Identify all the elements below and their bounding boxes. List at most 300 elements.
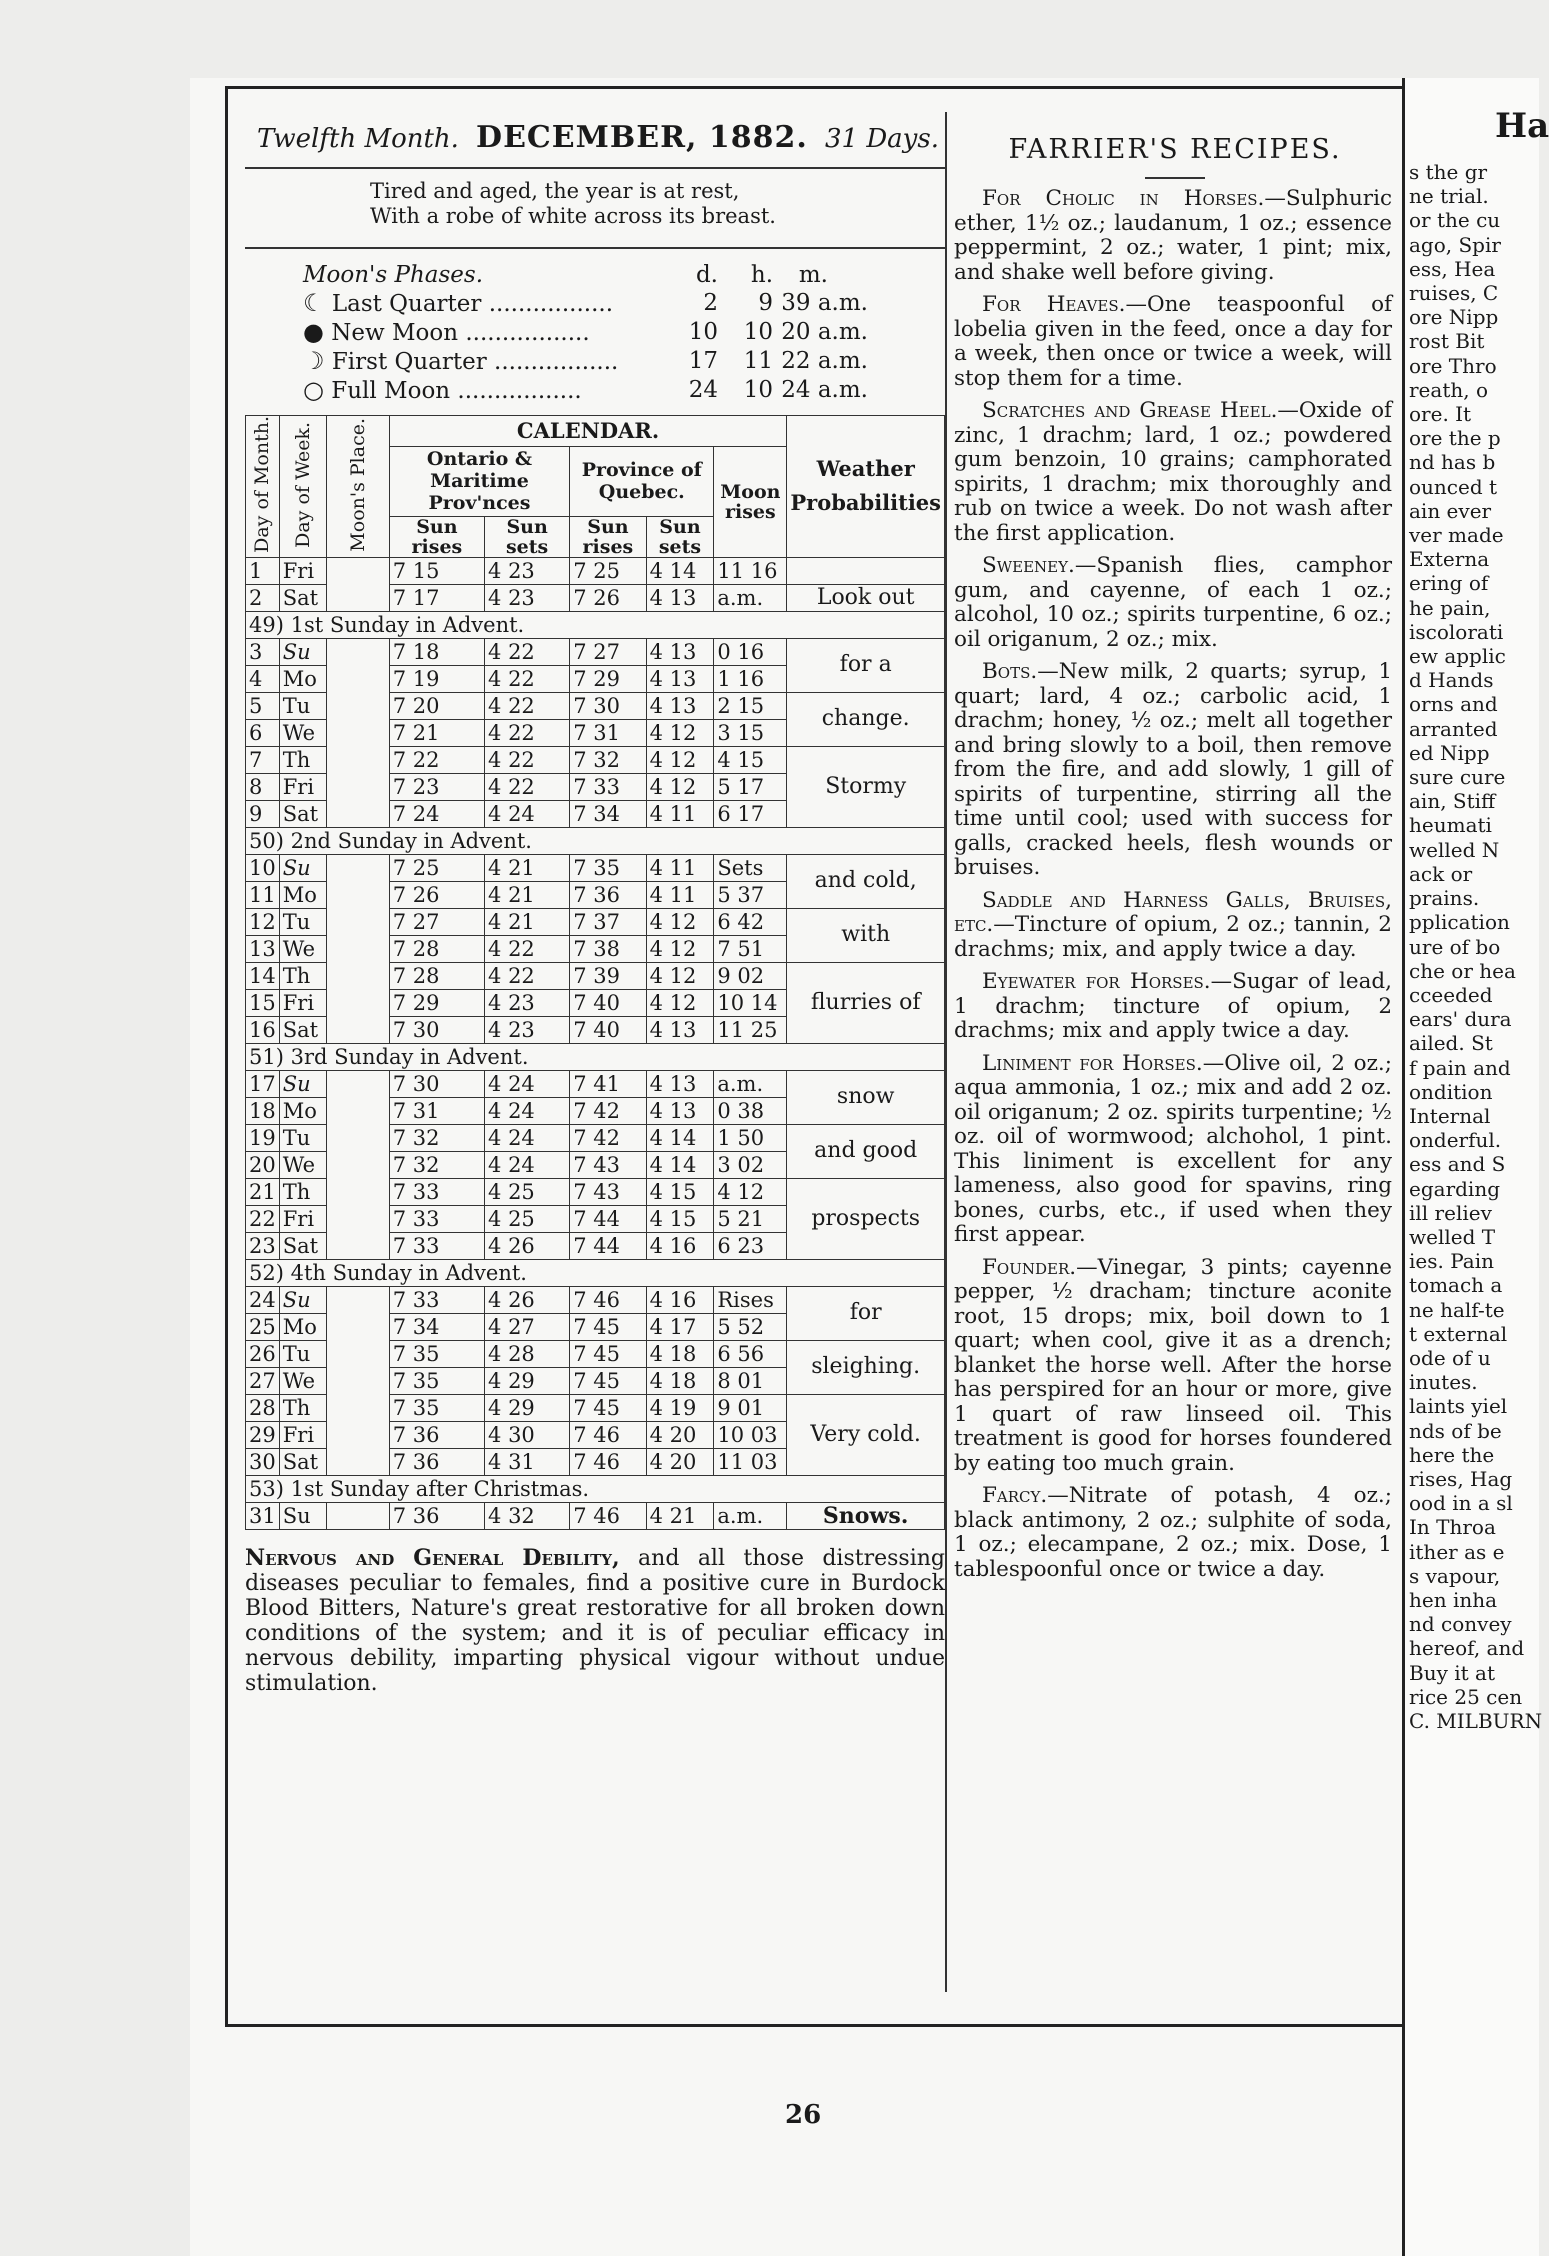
calendar-cell: 4 32 — [485, 1502, 570, 1529]
next-page-line: hereof, and — [1409, 1636, 1525, 1661]
calendar-cell: Mo — [279, 1097, 326, 1124]
recipe — [954, 187, 1392, 285]
calendar-cell: 4 22 — [485, 638, 570, 665]
calendar-cell: 4 12 — [646, 719, 714, 746]
calendar-cell: We — [279, 1151, 326, 1178]
calendar-cell: 19 — [246, 1124, 280, 1151]
moon-place-cell — [326, 557, 389, 611]
calendar-cell: 0 16 — [714, 638, 787, 665]
calendar-cell: 4 20 — [646, 1448, 714, 1475]
calendar-cell: 4 13 — [646, 638, 714, 665]
calendar-cell: 5 21 — [714, 1205, 787, 1232]
moon-phase-h: 10 — [743, 377, 773, 403]
h-quebec: Province of Quebec. — [570, 447, 714, 517]
title-rule — [1145, 177, 1205, 179]
calendar-cell: 6 — [246, 719, 280, 746]
recipe-body: —Nitrate of potash, 4 oz.; black antimony, 2 oz.; sulphite of soda, 1 oz.; elecampane, 2 oz.; mix. Dose, 1 tablespoonful once or twice a day. — [954, 1483, 1392, 1582]
calendar-cell: 4 27 — [485, 1313, 570, 1340]
calendar-cell: 7 34 — [570, 800, 646, 827]
calendar-cell: 14 — [246, 962, 280, 989]
calendar-cell: 7 32 — [389, 1124, 484, 1151]
calendar-cell: 9 02 — [714, 962, 787, 989]
moon-place-cell — [326, 854, 389, 1043]
calendar-row — [246, 1070, 945, 1097]
recipe-heading: Saddle and Harness Galls, Bruises, etc. — [954, 887, 1392, 937]
advertisement — [245, 1546, 945, 1696]
calendar-cell: Sat — [279, 1448, 326, 1475]
calendar-cell: 7 31 — [389, 1097, 484, 1124]
calendar-cell: 7 — [246, 746, 280, 773]
calendar-cell: 4 15 — [714, 746, 787, 773]
calendar-cell: 11 16 — [714, 557, 787, 584]
next-page-line: inutes. — [1409, 1370, 1478, 1395]
recipe — [954, 970, 1392, 1044]
calendar-cell: 4 13 — [646, 1016, 714, 1043]
weather-cell: Very cold. — [787, 1394, 945, 1475]
moon-phase-row: ○ Full Moon ................. 24 10 24 a.m. — [303, 376, 868, 404]
next-page-line: C. MILBURN — [1409, 1709, 1543, 1733]
calendar-row — [246, 1286, 945, 1313]
calendar-cell: 7 32 — [389, 1151, 484, 1178]
calendar-cell: 4 21 — [485, 908, 570, 935]
calendar-cell: 4 15 — [646, 1178, 714, 1205]
moon-phase-h: 9 — [758, 290, 773, 316]
next-page-line: ood in a sl — [1409, 1491, 1513, 1516]
calendar-cell: 7 17 — [389, 584, 484, 611]
recipe-body: —Sugar of lead, 1 drachm; tincture of opium, 2 drachms; mix and apply twice a day. — [954, 969, 1392, 1043]
calendar-cell: 4 12 — [646, 962, 714, 989]
next-page-line: rice 25 cen — [1409, 1684, 1523, 1709]
calendar-cell: 7 20 — [389, 692, 484, 719]
calendar-cell: 7 36 — [389, 1502, 484, 1529]
calendar-cell: 7 46 — [570, 1421, 646, 1448]
calendar-cell: 4 11 — [646, 800, 714, 827]
calendar-cell: 26 — [246, 1340, 280, 1367]
calendar-cell: 7 46 — [570, 1448, 646, 1475]
calendar-cell: Su — [279, 1286, 326, 1313]
next-page-heading: Ha — [1495, 106, 1549, 146]
calendar-cell: 27 — [246, 1367, 280, 1394]
calendar-cell: Tu — [279, 692, 326, 719]
calendar-row — [246, 854, 945, 881]
calendar-cell: 4 18 — [646, 1367, 714, 1394]
calendar-cell: 4 24 — [485, 800, 570, 827]
next-page-line: ore the p — [1409, 426, 1501, 451]
calendar-cell: 4 16 — [646, 1286, 714, 1313]
calendar-cell: 7 45 — [570, 1340, 646, 1367]
next-page-line: s vapour, — [1409, 1563, 1501, 1588]
calendar-heading: CALENDAR. — [389, 416, 787, 447]
next-page-line: rises, Hag — [1409, 1466, 1513, 1491]
calendar-cell: 7 35 — [389, 1367, 484, 1394]
recipes-title: FARRIER'S RECIPES. — [1008, 134, 1342, 165]
calendar-cell: 7 31 — [570, 719, 646, 746]
next-page-line: Externa — [1409, 547, 1490, 572]
calendar-cell: 7 43 — [570, 1151, 646, 1178]
moon-phase-icon: ☾ — [303, 289, 325, 317]
calendar-cell: 21 — [246, 1178, 280, 1205]
next-page-line: ver made — [1409, 523, 1504, 548]
next-page-line: cceeded — [1409, 982, 1493, 1007]
sunday-row — [246, 1259, 945, 1286]
calendar-cell: 23 — [246, 1232, 280, 1259]
next-page-line: ode of u — [1409, 1345, 1491, 1370]
weather-cell: Look out — [787, 584, 945, 611]
calendar-cell: 4 22 — [485, 719, 570, 746]
calendar-cell: Tu — [279, 1124, 326, 1151]
next-page-line: f pain and — [1409, 1055, 1511, 1080]
calendar-cell: 31 — [246, 1502, 280, 1529]
next-page-line: In Throa — [1409, 1515, 1496, 1540]
calendar-cell: Fri — [279, 989, 326, 1016]
col-m: m. — [798, 262, 828, 288]
calendar-cell: 7 15 — [389, 557, 484, 584]
next-page-line: nd has b — [1409, 450, 1496, 475]
calendar-cell: 13 — [246, 935, 280, 962]
calendar-cell: 4 21 — [485, 854, 570, 881]
calendar-cell: 4 19 — [646, 1394, 714, 1421]
calendar-cell: 4 11 — [646, 881, 714, 908]
sunday-row — [246, 611, 945, 638]
calendar-cell: 16 — [246, 1016, 280, 1043]
calendar-cell: 4 — [246, 665, 280, 692]
calendar-cell: 4 12 — [714, 1178, 787, 1205]
calendar-cell: a.m. — [714, 1070, 787, 1097]
next-page-line: ess, Hea — [1409, 256, 1496, 281]
calendar-cell: 4 12 — [646, 773, 714, 800]
moon-phase-d: 17 — [688, 348, 718, 374]
calendar-cell: 4 29 — [485, 1367, 570, 1394]
calendar-cell: 7 22 — [389, 746, 484, 773]
next-page-line: rost Bit — [1409, 329, 1485, 354]
next-page-line: tomach a — [1409, 1273, 1503, 1298]
next-page-line: ain ever — [1409, 498, 1492, 523]
calendar-cell: 5 37 — [714, 881, 787, 908]
moon-phase-icon: ☽ — [303, 347, 325, 375]
calendar-cell: 7 19 — [389, 665, 484, 692]
calendar-row — [246, 638, 945, 665]
next-page-line: iscolorati — [1409, 619, 1504, 644]
calendar-cell: 7 44 — [570, 1232, 646, 1259]
calendar-cell: 1 — [246, 557, 280, 584]
moon-place-cell — [326, 1502, 389, 1529]
calendar-cell: 11 — [246, 881, 280, 908]
calendar-cell: 7 33 — [389, 1286, 484, 1313]
h-sun-rises: Sun rises — [570, 516, 646, 557]
next-page-line: ne trial. — [1409, 184, 1489, 209]
next-page-line: welled T — [1409, 1224, 1496, 1249]
next-page-line: arranted — [1409, 716, 1498, 741]
calendar-cell: 10 03 — [714, 1421, 787, 1448]
calendar-cell: 5 17 — [714, 773, 787, 800]
next-page-edge — [1402, 78, 1549, 2256]
weather-cell: sleighing. — [787, 1340, 945, 1394]
next-page-line: ore. It — [1409, 402, 1472, 427]
calendar-cell: 7 36 — [389, 1421, 484, 1448]
next-page-line: ess and S — [1409, 1152, 1506, 1177]
moon-phase-h: 10 — [743, 319, 773, 345]
calendar-cell: 28 — [246, 1394, 280, 1421]
calendar-cell: 5 52 — [714, 1313, 787, 1340]
next-page-line: ither as e — [1409, 1539, 1505, 1564]
calendar-cell: We — [279, 719, 326, 746]
col-h: h. — [750, 262, 773, 288]
calendar-cell: 18 — [246, 1097, 280, 1124]
calendar-cell: 2 15 — [714, 692, 787, 719]
calendar-cell: 7 27 — [389, 908, 484, 935]
next-page-line: Internal — [1409, 1103, 1491, 1128]
next-page-line: egarding — [1409, 1176, 1501, 1201]
calendar-cell: 4 25 — [485, 1178, 570, 1205]
calendar-cell: Sat — [279, 1016, 326, 1043]
calendar-cell: We — [279, 1367, 326, 1394]
calendar-cell: 7 25 — [389, 854, 484, 881]
weather-cell: with — [787, 908, 945, 962]
calendar-cell: 4 25 — [485, 1205, 570, 1232]
calendar-cell: 7 42 — [570, 1124, 646, 1151]
calendar-cell: 4 21 — [646, 1502, 714, 1529]
calendar-cell: 10 — [246, 854, 280, 881]
next-page-line: ure of bo — [1409, 934, 1501, 959]
calendar-cell: 4 28 — [485, 1340, 570, 1367]
calendar-cell: 15 — [246, 989, 280, 1016]
calendar-cell: Mo — [279, 881, 326, 908]
recipe-heading: Liniment for Horses. — [982, 1050, 1203, 1076]
calendar-cell: 4 18 — [646, 1340, 714, 1367]
calendar-cell: 7 45 — [570, 1394, 646, 1421]
calendar-cell: 7 25 — [570, 557, 646, 584]
calendar-row — [246, 557, 945, 584]
calendar-cell: 1 50 — [714, 1124, 787, 1151]
next-page-line: ore Thro — [1409, 353, 1497, 378]
month-header — [245, 112, 945, 155]
calendar-cell: Tu — [279, 1340, 326, 1367]
weather-cell — [787, 557, 945, 584]
calendar-cell: 11 03 — [714, 1448, 787, 1475]
h-day-week: Day of Week. — [291, 421, 314, 548]
calendar-cell: 3 02 — [714, 1151, 787, 1178]
verse-line: Tired and aged, the year is at rest, — [370, 179, 740, 203]
calendar-cell: Tu — [279, 908, 326, 935]
sunday-label: 51) 3rd Sunday in Advent. — [246, 1043, 945, 1070]
calendar-cell: Th — [279, 1178, 326, 1205]
recipe — [954, 889, 1392, 963]
next-page-line: ounced t — [1409, 474, 1498, 499]
calendar-cell: 4 26 — [485, 1286, 570, 1313]
calendar-cell: 7 40 — [570, 1016, 646, 1043]
calendar-cell: 3 — [246, 638, 280, 665]
next-page-line: ore Nipp — [1409, 305, 1499, 330]
weather-cell: for — [787, 1286, 945, 1340]
calendar-cell: 17 — [246, 1070, 280, 1097]
calendar-cell: 7 30 — [389, 1016, 484, 1043]
page-number: 26 — [785, 2100, 822, 2130]
h-sun-sets: Sun sets — [646, 516, 714, 557]
calendar-cell: 7 23 — [389, 773, 484, 800]
recipe — [954, 660, 1392, 881]
calendar-cell: Snows. — [787, 1502, 945, 1529]
next-page-line: che or hea — [1409, 958, 1516, 983]
next-page-line: ies. Pain — [1409, 1249, 1494, 1274]
calendar-cell: We — [279, 935, 326, 962]
recipe — [954, 1052, 1392, 1248]
calendar-cell: 4 24 — [485, 1097, 570, 1124]
calendar-cell: 6 23 — [714, 1232, 787, 1259]
calendar-cell: 8 — [246, 773, 280, 800]
moon-place-cell — [326, 1070, 389, 1259]
calendar-cell: Fri — [279, 773, 326, 800]
next-page-line: ondition — [1409, 1079, 1493, 1104]
moon-phase-d: 10 — [688, 319, 718, 345]
calendar-cell: 1 16 — [714, 665, 787, 692]
calendar-cell: 4 24 — [485, 1124, 570, 1151]
calendar-cell: 4 22 — [485, 746, 570, 773]
recipe — [954, 399, 1392, 546]
calendar-cell: 4 29 — [485, 1394, 570, 1421]
calendar-cell: 0 38 — [714, 1097, 787, 1124]
calendar-cell: 4 23 — [485, 989, 570, 1016]
weather-cell: flurries of — [787, 962, 945, 1043]
recipe-heading: Bots. — [982, 659, 1038, 684]
sunday-label: 52) 4th Sunday in Advent. — [246, 1259, 945, 1286]
next-page-line: reath, o — [1409, 377, 1488, 402]
recipe — [954, 1256, 1392, 1477]
next-page-line: ruises, C — [1409, 281, 1499, 306]
next-page-line: sure cure — [1409, 765, 1506, 790]
calendar-cell: Rises — [714, 1286, 787, 1313]
calendar-cell: 4 24 — [485, 1070, 570, 1097]
calendar-cell: 7 33 — [570, 773, 646, 800]
next-page-line: ering of — [1409, 571, 1489, 596]
next-page-line: ailed. St — [1409, 1031, 1493, 1056]
next-page-line: nd convey — [1409, 1612, 1512, 1637]
calendar-cell: 7 44 — [570, 1205, 646, 1232]
next-page-line: welled N — [1409, 837, 1500, 862]
calendar-cell: 7 30 — [389, 1070, 484, 1097]
calendar-cell: a.m. — [714, 1502, 787, 1529]
calendar-table — [245, 415, 945, 1530]
h-ontario: Ontario & Maritime Prov'nces — [389, 447, 569, 517]
calendar-cell: 4 23 — [485, 584, 570, 611]
sunday-label: 50) 2nd Sunday in Advent. — [246, 827, 945, 854]
calendar-cell: Su — [279, 1502, 326, 1529]
next-page-line: Buy it at — [1409, 1660, 1495, 1685]
recipe-body: —Oxide of zinc, 1 drachm; lard, 1 oz.; powdered gum benzoin, 10 grains; camphorated spirits, 1 drachm; mix thoroughly and rub on twice a week. Do not wash after the first application. — [954, 398, 1392, 546]
calendar-column — [245, 112, 947, 1992]
next-page-line: he pain, — [1409, 595, 1491, 620]
moon-phase-h: 11 — [743, 348, 773, 374]
calendar-cell: 7 28 — [389, 935, 484, 962]
month-title: DECEMBER, 1882. — [476, 120, 808, 155]
calendar-cell: 7 45 — [570, 1367, 646, 1394]
next-page-line: ago, Spir — [1409, 232, 1501, 257]
recipe-body: —Vinegar, 3 pints; cayenne pepper, ½ dracham; tincture aconite root, 15 drops; mix, boil down to 1 quart; when cool, give it as a drench; blanket the horse well. After the horse has perspired for an hour or more, give 1 quart of raw linseed oil. This treatment is good for horses foundered by eating too much grain. — [954, 1254, 1392, 1476]
recipe-body: —Spanish flies, camphor gum, and cayenne, of each 1 oz.; alcohol, 10 oz.; spirits turpentine, 6 oz.; oil origanum, 2 oz.; mix. — [954, 553, 1392, 652]
next-page-line: or the cu — [1409, 208, 1501, 233]
calendar-cell: 25 — [246, 1313, 280, 1340]
calendar-cell: 7 37 — [570, 908, 646, 935]
calendar-cell: 4 12 — [646, 989, 714, 1016]
calendar-cell: 7 42 — [570, 1097, 646, 1124]
calendar-cell: 4 12 — [646, 908, 714, 935]
calendar-cell: 9 01 — [714, 1394, 787, 1421]
sunday-row — [246, 1475, 945, 1502]
recipe — [954, 1484, 1392, 1582]
calendar-cell: 4 23 — [485, 557, 570, 584]
moon-phase-m: 24 a.m. — [781, 377, 868, 403]
calendar-cell: 7 33 — [389, 1178, 484, 1205]
sunday-label: 49) 1st Sunday in Advent. — [246, 611, 945, 638]
next-page-line: orns and — [1409, 692, 1498, 717]
next-page-line: onderful. — [1409, 1128, 1502, 1153]
calendar-cell: 10 14 — [714, 989, 787, 1016]
calendar-cell: 2 — [246, 584, 280, 611]
calendar-cell: 7 38 — [570, 935, 646, 962]
weather-cell: for a — [787, 638, 945, 692]
calendar-cell: 30 — [246, 1448, 280, 1475]
moon-phase-name: First Quarter — [331, 349, 487, 375]
calendar-cell: Th — [279, 962, 326, 989]
moon-phase-d: 2 — [703, 290, 718, 316]
moon-phases — [245, 247, 945, 405]
next-page-line: ain, Stiff — [1409, 789, 1496, 814]
calendar-cell: 4 22 — [485, 935, 570, 962]
h-day-month: Day of Month. — [251, 416, 274, 553]
next-page-line: t external — [1409, 1321, 1508, 1346]
moon-phase-name: Full Moon — [331, 378, 451, 404]
calendar-cell: 7 21 — [389, 719, 484, 746]
moon-phase-name: Last Quarter — [331, 291, 482, 317]
moon-place-cell — [326, 638, 389, 827]
calendar-cell: 7 29 — [570, 665, 646, 692]
moon-phase-m: 39 a.m. — [781, 290, 868, 316]
calendar-cell: 8 01 — [714, 1367, 787, 1394]
calendar-cell: Fri — [279, 1421, 326, 1448]
calendar-cell: 4 14 — [646, 557, 714, 584]
calendar-cell: 7 18 — [389, 638, 484, 665]
calendar-cell: 7 46 — [570, 1502, 646, 1529]
calendar-cell: 7 28 — [389, 962, 484, 989]
calendar-row-last — [246, 1502, 945, 1529]
calendar-cell: 4 15 — [646, 1205, 714, 1232]
recipe-heading: For Heaves. — [982, 292, 1126, 317]
weather-cell: change. — [787, 692, 945, 746]
h-moon-place: Moon's Place. — [346, 417, 369, 552]
calendar-cell: 4 31 — [485, 1448, 570, 1475]
calendar-cell: 4 12 — [646, 746, 714, 773]
calendar-cell: 29 — [246, 1421, 280, 1448]
calendar-cell: 4 14 — [646, 1151, 714, 1178]
moon-phase-m: 22 a.m. — [781, 348, 868, 374]
moon-phase-name: New Moon — [331, 320, 459, 346]
verse — [245, 167, 945, 229]
h-sun-rises: Sun rises — [389, 516, 484, 557]
calendar-cell: 7 51 — [714, 935, 787, 962]
calendar-cell: 5 — [246, 692, 280, 719]
calendar-cell: 4 22 — [485, 773, 570, 800]
next-page-line: prains. — [1409, 886, 1480, 911]
calendar-cell: 4 22 — [485, 665, 570, 692]
calendar-cell: 7 36 — [389, 1448, 484, 1475]
calendar-cell: 7 46 — [570, 1286, 646, 1313]
weather-cell: Stormy — [787, 746, 945, 827]
calendar-cell: 7 32 — [570, 746, 646, 773]
calendar-cell: 4 22 — [485, 962, 570, 989]
calendar-cell: 24 — [246, 1286, 280, 1313]
next-page-line: laints yiel — [1409, 1394, 1508, 1419]
weather-cell: prospects — [787, 1178, 945, 1259]
next-page-line: here the — [1409, 1442, 1495, 1467]
